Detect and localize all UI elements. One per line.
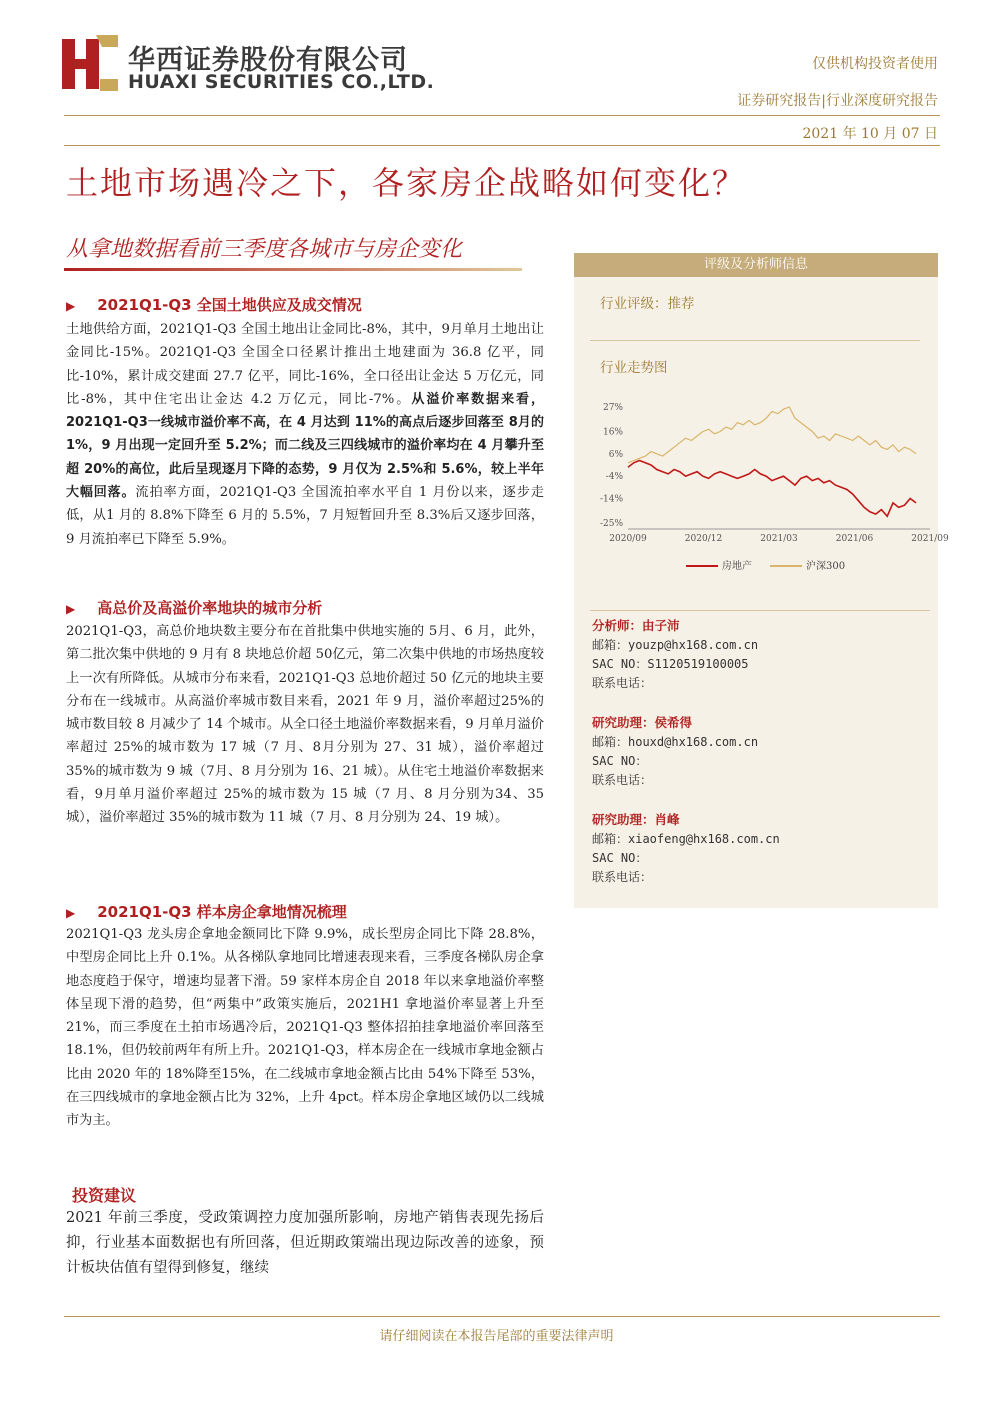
industry-rating: 行业评级：推荐 bbox=[600, 296, 695, 312]
section-heading-2: ▶ 高总价及高溢价率地块的城市分析 bbox=[66, 599, 323, 617]
section-body-1: 土地供给方面，2021Q1-Q3 全国土地出让金同比-8%，其中，9月单月土地出让金同比-15%。2021Q1-Q3 全国全口径累计推出土地建面为 36.8 亿平，同比-10%，累计成交建面 27.7 亿平，同比-16%，全口径出让金达 5 万亿元，同比-8%，其中住宅出让金达 4.2 万亿元，同比-7%。从溢价率数据来看，2021Q1-Q3一线城市溢价率不高，在 4 月达到 11%的高点后逐步回落至 8月的 1%，9 月出现一定回升至 5.2%；而二线及三四线城市的溢价率均在 4 月攀升至超 20%的高位，此后呈现逐月下降的态势，9 月仅为 2.5%和 5.6%，较上半年大幅回落。流拍率方面，2021Q1-Q3 全国流拍率水平自 1 月份以来，逐步走低，从1 月的 8.8%下降至 6 月的 5.5%，7 月短暂回升至 8.3%后又逐步回落，9 月流拍率已下降至 5.9%。 bbox=[66, 322, 544, 547]
chart-title: 行业走势图 bbox=[600, 360, 668, 376]
x-tick-label-3: 2021/06 bbox=[835, 534, 874, 544]
x-tick-label-2: 2021/03 bbox=[760, 534, 798, 544]
y-tick-label-4: -14% bbox=[599, 494, 623, 505]
report-date: 2021 年 10 月 07 日 bbox=[802, 126, 938, 142]
analyst-3-email[interactable]: 邮箱：xiaofeng@hx168.com.cn bbox=[592, 832, 780, 846]
analyst-2-name: 研究助理：侯希得 bbox=[592, 715, 693, 730]
subtitle-underline bbox=[64, 268, 522, 271]
x-tick-label-0: 2020/09 bbox=[609, 534, 647, 544]
section-heading-4: 投资建议 bbox=[72, 1186, 137, 1205]
company-logo bbox=[62, 35, 118, 95]
legend-label-0: 房地产 bbox=[722, 561, 752, 572]
header-divider bbox=[64, 115, 940, 116]
analyst-3-phone: 联系电话： bbox=[592, 870, 653, 884]
analyst-2-phone: 联系电话： bbox=[592, 773, 653, 787]
section-body-3: 2021Q1-Q3 龙头房企拿地金额同比下降 9.9%，成长型房企同比下降 28.8%，中型房企同比上升 0.1%。从各梯队拿地同比增速表现来看，三季度各梯队房企拿地态度趋于保守，增速均显著下滑。59 家样本房企自 2018 年以来拿地溢价率整体呈现下滑的趋势，但“两集中”政策实施后，2021H1 拿地溢价率显著上升至 21%，而三季度在土拍市场遇冷后，2021Q1-Q3 整体招拍挂拿地溢价率回落至 18.1%，但仍较前两年有所上升。2021Q1-Q3，样本房企在一线城市拿地金额占比由 2020 年的 18%降至15%，在二线城市拿地金额占比由 54%下降至 53%，在三四线城市的拿地金额占比为 32%，上升 4pct。样本房企拿地区域仍以二线城市为主。 bbox=[66, 927, 544, 1129]
analyst-2-sac: SAC NO： bbox=[592, 754, 648, 768]
analyst-3-name: 研究助理：肖峰 bbox=[592, 812, 680, 827]
date-divider bbox=[64, 145, 940, 146]
y-tick-label-1: 16% bbox=[602, 427, 623, 438]
analyst-1-email[interactable]: 邮箱：youzp@hx168.com.cn bbox=[592, 638, 759, 652]
analyst-divider bbox=[590, 610, 930, 611]
x-tick-label-4: 2021/09 bbox=[911, 534, 949, 544]
series-line-0 bbox=[628, 461, 916, 517]
section-body-2: 2021Q1-Q3，高总价地块数主要分布在首批集中供地实施的 5月、6 月，此外，第二批次集中供地的 9 月有 8 块地总价超 50亿元，第二次集中供地的市场热度较上一次有所降低。从城市分布来看，2021Q1-Q3 总地价超过 50 亿元的地块主要分布在一线城市。从高溢价率城市数目来看，2021 年 9 月，溢价率超过25%的城市数目较 8 月减少了 14 个城市。从全口径土地溢价率数据来看，9 月单月溢价率超过 25%的城市数为 17 城（7 月、8月分别为 27、31 城），溢价率超过 35%的城市数为 9 城（7月、8 月分别为 16、21 城）。从住宅土地溢价率数据来看，9月单月溢价率超过 25%的城市数为 15 城（7 月、8 月分别为34、35 城），溢价率超过 35%的城市数为 11 城（7 月、8 月分别为 24、19 城）。 bbox=[66, 624, 544, 826]
section-heading-3: ▶ 2021Q1-Q3 样本房企拿地情况梳理 bbox=[66, 903, 347, 921]
section-body-4: 2021 年前三季度，受政策调控力度加强所影响，房地产销售表现先扬后抑，行业基本面数据也有所回落，但近期政策端出现边际改善的迹象，预计板块估值有望得到修复，继续 bbox=[66, 1210, 544, 1276]
legend-label-1: 沪深300 bbox=[806, 561, 846, 572]
report-title: 土地市场遇冷之下，各家房企战略如何变化？ bbox=[66, 164, 747, 202]
analyst-2-email[interactable]: 邮箱：houxd@hx168.com.cn bbox=[592, 735, 759, 749]
audience-tag: 仅供机构投资者使用 bbox=[812, 56, 938, 72]
sidebar-title: 评级及分析师信息 bbox=[574, 253, 938, 277]
y-tick-label-2: 6% bbox=[608, 449, 623, 460]
y-tick-label-3: -4% bbox=[605, 472, 623, 483]
analyst-1-sac: SAC NO：S1120519100005 bbox=[592, 657, 749, 671]
company-name-en: HUAXI SECURITIES CO.,LTD. bbox=[128, 71, 435, 93]
company-name-cn: 华西证券股份有限公司 bbox=[128, 45, 408, 76]
y-tick-label-5: -25% bbox=[599, 519, 623, 529]
rating-divider bbox=[590, 340, 920, 341]
x-tick-label-1: 2020/12 bbox=[684, 534, 723, 544]
series-line-1 bbox=[628, 407, 916, 463]
footer-divider bbox=[64, 1316, 940, 1317]
legal-notice: 请仔细阅读在本报告尾部的重要法律声明 bbox=[379, 1329, 614, 1344]
section-heading-1: ▶ 2021Q1-Q3 全国土地供应及成交情况 bbox=[66, 296, 362, 314]
y-tick-label-0: 27% bbox=[602, 403, 623, 413]
report-type: 证券研究报告|行业深度研究报告 bbox=[737, 93, 938, 109]
analyst-1-name: 分析师：由子沛 bbox=[592, 618, 680, 633]
analyst-1-phone: 联系电话： bbox=[592, 676, 653, 690]
report-subtitle: 从拿地数据看前三季度各城市与房企变化 bbox=[66, 237, 463, 262]
analyst-3-sac: SAC NO： bbox=[592, 851, 648, 865]
industry-trend-chart bbox=[590, 395, 949, 580]
